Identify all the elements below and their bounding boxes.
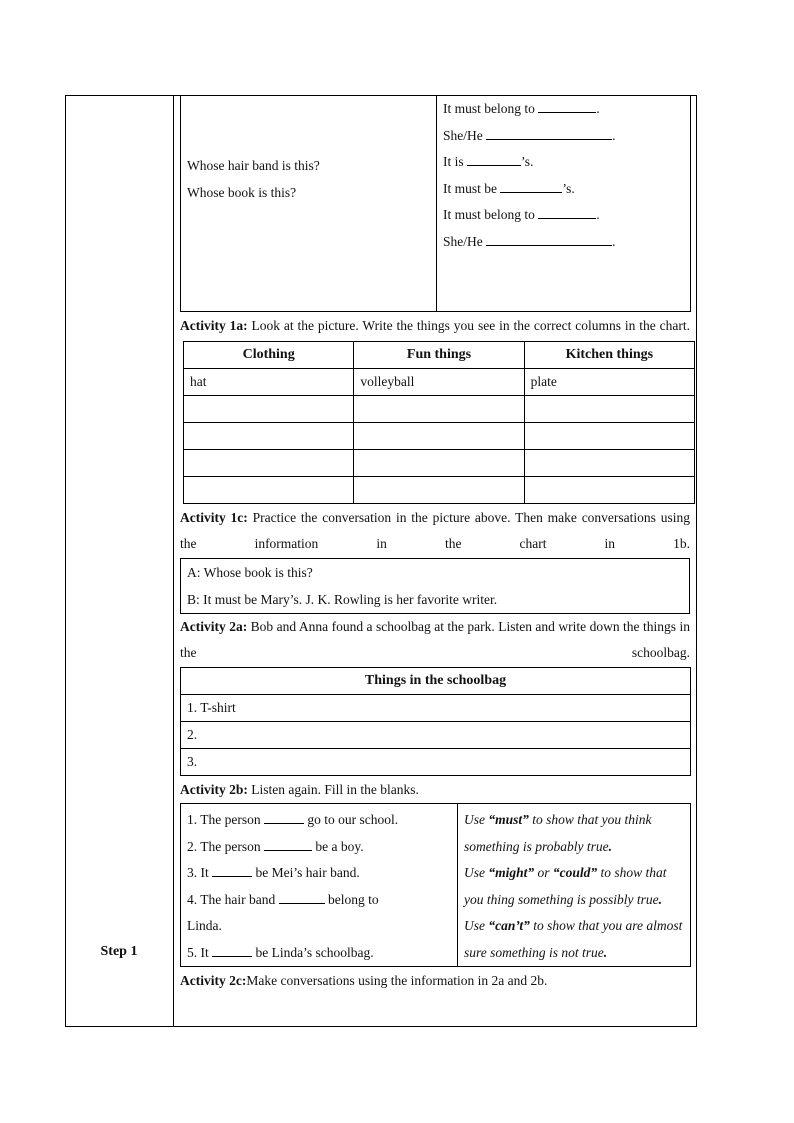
question-cell xyxy=(181,96,437,312)
question-line: Whose hair band is this? xyxy=(187,158,320,173)
answer-line: She/He . xyxy=(443,127,616,143)
lesson-content xyxy=(174,95,696,995)
answer-line: It is ’s. xyxy=(443,154,534,169)
activity-1a-label: Activity 1a: xyxy=(180,318,248,333)
fill-blanks-table xyxy=(180,803,691,967)
chart-header-row xyxy=(184,341,695,368)
grammar-note-cant: Use “can’t” to show that you are almost sure something is not true. xyxy=(464,918,683,960)
activity-2c-label: Activity 2c: xyxy=(180,973,247,988)
chart-cell[interactable] xyxy=(184,422,354,449)
fill-sentence: 2. The person be a boy. xyxy=(187,838,364,854)
things-chart xyxy=(183,341,695,504)
activity-1c-label: Activity 1c: xyxy=(180,509,248,525)
answer-line: It must belong to . xyxy=(443,101,600,116)
chart-cell: volleyball xyxy=(354,368,524,395)
answer-cell xyxy=(437,96,691,312)
conversation-box xyxy=(180,558,690,614)
table-row xyxy=(184,449,695,476)
grammar-note-must: Use “must” to show that you think something is probably true. xyxy=(464,812,652,854)
table-row xyxy=(181,694,691,721)
activity-2b-label: Activity 2b: xyxy=(180,781,248,797)
answer-blank[interactable] xyxy=(486,127,612,140)
whose-table xyxy=(180,95,691,312)
chart-cell[interactable] xyxy=(354,476,524,503)
fill-blank[interactable] xyxy=(264,811,304,824)
chart-cell[interactable] xyxy=(354,422,524,449)
chart-cell[interactable] xyxy=(524,395,694,422)
activity-2a-label: Activity 2a: xyxy=(180,618,248,634)
schoolbag-item[interactable]: 1. T-shirt xyxy=(181,694,691,721)
chart-header-fun-things: Fun things xyxy=(354,341,524,368)
fill-sentence: 1. The person go to our school. xyxy=(187,812,399,827)
fill-blank[interactable] xyxy=(212,864,252,877)
chart-cell[interactable] xyxy=(524,422,694,449)
chart-cell: hat xyxy=(184,368,354,395)
answer-line: She/He . xyxy=(443,233,616,249)
activity-2c-instructions: Activity 2c:Make conversations using the information in 2a and 2b. xyxy=(180,973,548,988)
chart-header-clothing: Clothing xyxy=(184,341,354,368)
chart-cell[interactable] xyxy=(354,395,524,422)
schoolbag-item[interactable]: 3. xyxy=(181,748,691,775)
fill-blank[interactable] xyxy=(264,838,312,851)
answer-line: It must be ’s. xyxy=(443,180,575,196)
table-row xyxy=(184,395,695,422)
activity-2b-instructions: Activity 2b: Listen again. Fill in the blanks. xyxy=(180,781,419,797)
table-row xyxy=(181,721,691,748)
fill-blank[interactable] xyxy=(279,891,325,904)
table-row xyxy=(181,748,691,775)
fill-sentence: 3. It be Mei’s hair band. xyxy=(187,865,360,880)
chart-cell[interactable] xyxy=(354,449,524,476)
chart-cell[interactable] xyxy=(184,395,354,422)
step-label: Step 1 xyxy=(100,944,138,959)
schoolbag-table xyxy=(180,667,691,776)
fill-sentence: 5. It be Linda’s schoolbag. xyxy=(187,944,374,960)
answer-blank[interactable] xyxy=(538,206,596,219)
answer-line: It must belong to . xyxy=(443,207,600,222)
fill-sentence: Linda. xyxy=(187,918,222,933)
activity-2a-instructions: Activity 2a: Bob and Anna found a schoolbag at the park. Listen and write down the things in the schoolbag. xyxy=(180,618,690,660)
table-row xyxy=(184,368,695,395)
chart-cell[interactable] xyxy=(184,449,354,476)
table-row xyxy=(184,422,695,449)
answer-blank[interactable] xyxy=(486,233,612,246)
activity-1a-instructions: Activity 1a: Look at the picture. Write the things you see in the correct columns in the chart. xyxy=(180,318,690,333)
answer-blank[interactable] xyxy=(538,100,596,113)
table-row xyxy=(184,476,695,503)
fill-blank[interactable] xyxy=(212,944,252,957)
answer-blank[interactable] xyxy=(500,180,562,193)
question-line: Whose book is this? xyxy=(187,185,297,200)
grammar-note-might-could: Use “might” or “could” to show that you thing something is possibly true. xyxy=(464,865,667,907)
schoolbag-header: Things in the schoolbag xyxy=(181,667,691,694)
chart-cell[interactable] xyxy=(184,476,354,503)
chart-header-kitchen-things: Kitchen things xyxy=(524,341,694,368)
chart-cell[interactable] xyxy=(524,449,694,476)
fill-sentence: 4. The hair band belong to xyxy=(187,891,379,907)
schoolbag-item[interactable]: 2. xyxy=(181,721,691,748)
fill-sentences xyxy=(181,804,458,967)
grammar-notes xyxy=(458,804,691,967)
activity-1c-instructions: Activity 1c: Practice the conversation in the picture above. Then make conversations using the information in the chart in 1b. xyxy=(180,509,690,551)
answer-blank[interactable] xyxy=(467,153,521,166)
chart-cell: plate xyxy=(524,368,694,395)
conversation-line: A: Whose book is this? xyxy=(187,564,313,580)
chart-cell[interactable] xyxy=(524,476,694,503)
conversation-line: B: It must be Mary’s. J. K. Rowling is her favorite writer. xyxy=(187,591,498,607)
